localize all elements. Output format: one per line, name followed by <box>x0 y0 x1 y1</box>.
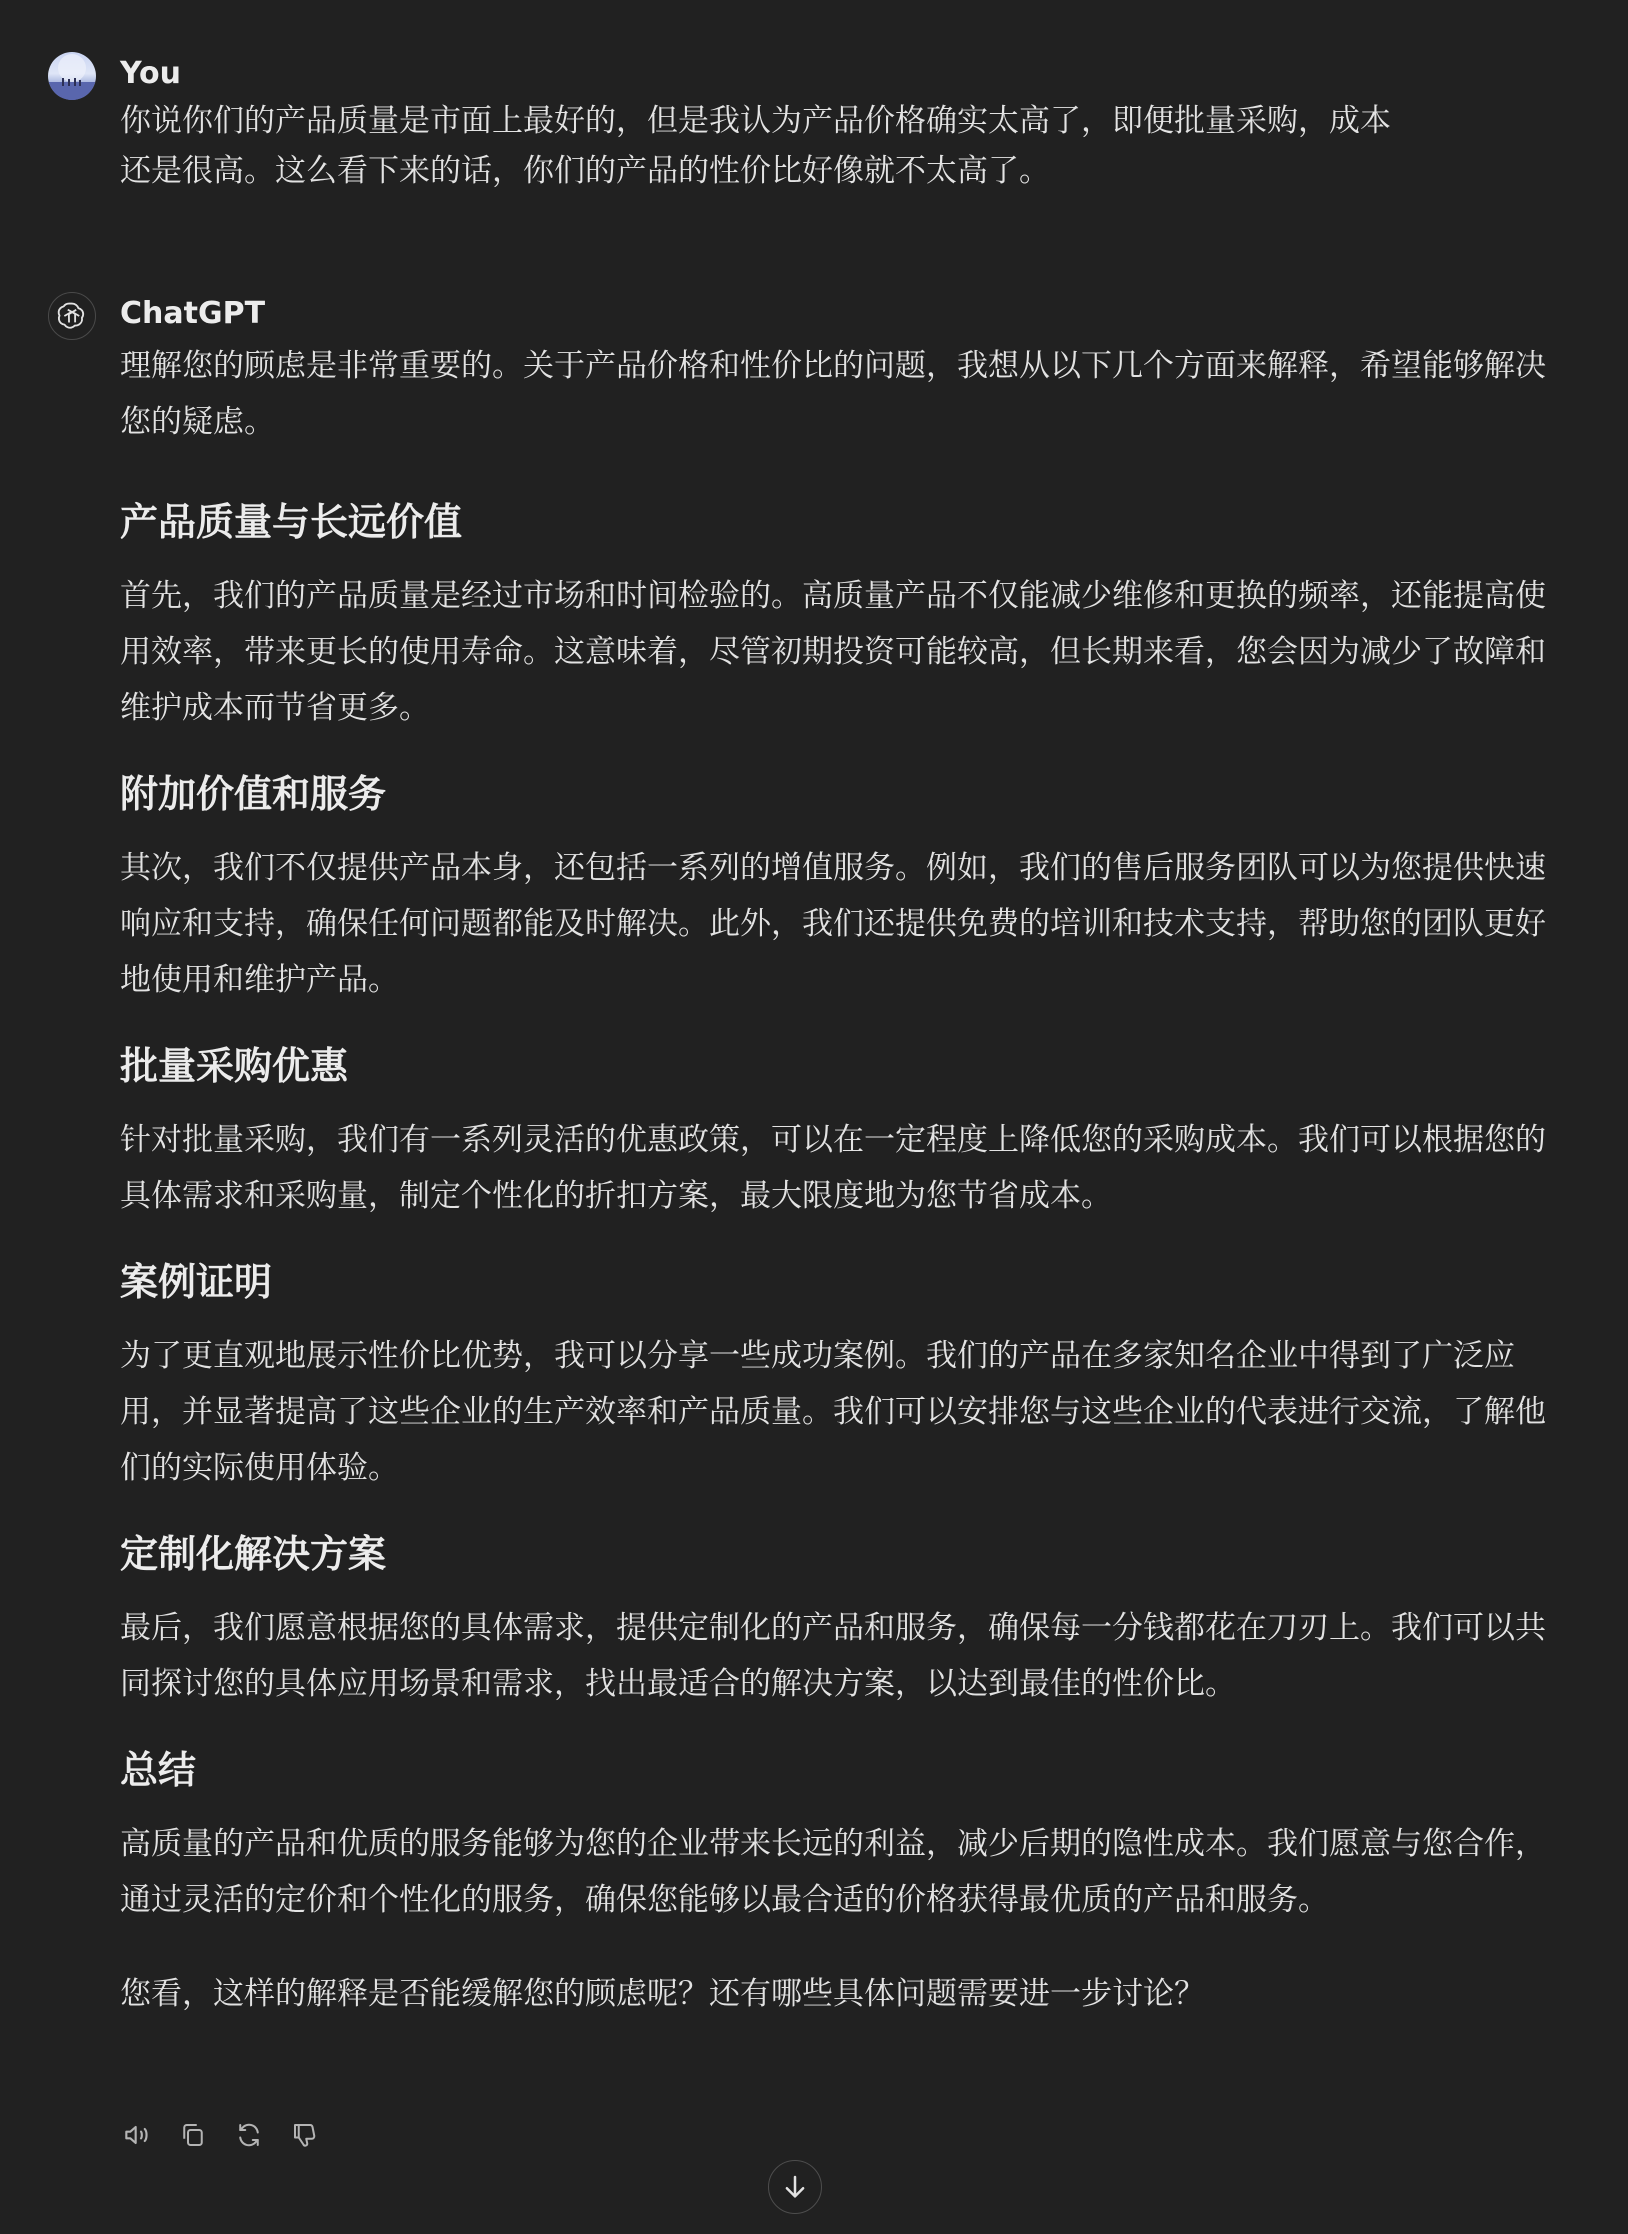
user-author-name: You <box>120 56 181 91</box>
section-title: 定制化解决方案 <box>120 1532 387 1576</box>
section-title: 产品质量与长远价值 <box>120 500 463 544</box>
section-text: 其次，我们不仅提供产品本身，还包括一系列的增值服务。例如，我们的售后服务团队可以为您提供快速响应和支持，确保任何问题都能及时解决。此外，我们还提供免费的培训和技术支持，帮助您的团队更好地使用和维护产品。 <box>120 850 1546 998</box>
regenerate-icon[interactable] <box>232 2118 266 2152</box>
user-avatar <box>48 52 96 100</box>
section-text: 高质量的产品和优质的服务能够为您的企业带来长远的利益，减少后期的隐性成本。我们愿意与您合作，通过灵活的定价和个性化的服务，确保您能够以最合适的价格获得最优质的产品和服务。 <box>120 1826 1546 1918</box>
user-message-line: 你说你们的产品质量是市面上最好的，但是我认为产品价格确实太高了，即便批量采购，成本 <box>120 103 1391 139</box>
section-title: 总结 <box>120 1748 197 1792</box>
user-message-text <box>120 96 1500 196</box>
assistant-author-name: ChatGPT <box>120 296 266 331</box>
message-actions <box>120 2118 322 2152</box>
assistant-intro: 理解您的顾虑是非常重要的。关于产品价格和性价比的问题，我想从以下几个方面来解释，希望能够解决您的疑虑。 <box>120 348 1546 440</box>
section-text: 针对批量采购，我们有一系列灵活的优惠政策，可以在一定程度上降低您的采购成本。我们可以根据您的具体需求和采购量，制定个性化的折扣方案，最大限度地为您节省成本。 <box>120 1122 1546 1214</box>
assistant-closing: 您看，这样的解释是否能缓解您的顾虑呢？还有哪些具体问题需要进一步讨论？ <box>120 1976 1205 2012</box>
section-text: 首先，我们的产品质量是经过市场和时间检验的。高质量产品不仅能减少维修和更换的频率，还能提高使用效率，带来更长的使用寿命。这意味着，尽管初期投资可能较高，但长期来看，您会因为减少了故障和维护成本而节省更多。 <box>120 578 1546 726</box>
section-title: 案例证明 <box>120 1260 273 1304</box>
user-avatar-image <box>48 52 96 100</box>
section-text: 为了更直观地展示性价比优势，我可以分享一些成功案例。我们的产品在多家知名企业中得到了广泛应用，并显著提高了这些企业的生产效率和产品质量。我们可以安排您与这些企业的代表进行交流，了解他们的实际使用体验。 <box>120 1338 1546 1486</box>
assistant-message-body <box>120 338 1560 2022</box>
section-title: 批量采购优惠 <box>120 1044 349 1088</box>
scroll-to-bottom-button[interactable] <box>768 2160 822 2214</box>
section-text: 最后，我们愿意根据您的具体需求，提供定制化的产品和服务，确保每一分钱都花在刀刃上。我们可以共同探讨您的具体应用场景和需求，找出最适合的解决方案，以达到最佳的性价比。 <box>120 1610 1546 1702</box>
user-message-line: 还是很高。这么看下来的话，你们的产品的性价比好像就不太高了。 <box>120 153 1050 189</box>
openai-logo-icon <box>55 299 89 333</box>
thumbs-down-icon[interactable] <box>288 2118 322 2152</box>
chatgpt-avatar <box>48 292 96 340</box>
section-title: 附加价值和服务 <box>120 772 387 816</box>
speaker-icon[interactable] <box>120 2118 154 2152</box>
arrow-down-icon <box>780 2172 810 2202</box>
copy-icon[interactable] <box>176 2118 210 2152</box>
